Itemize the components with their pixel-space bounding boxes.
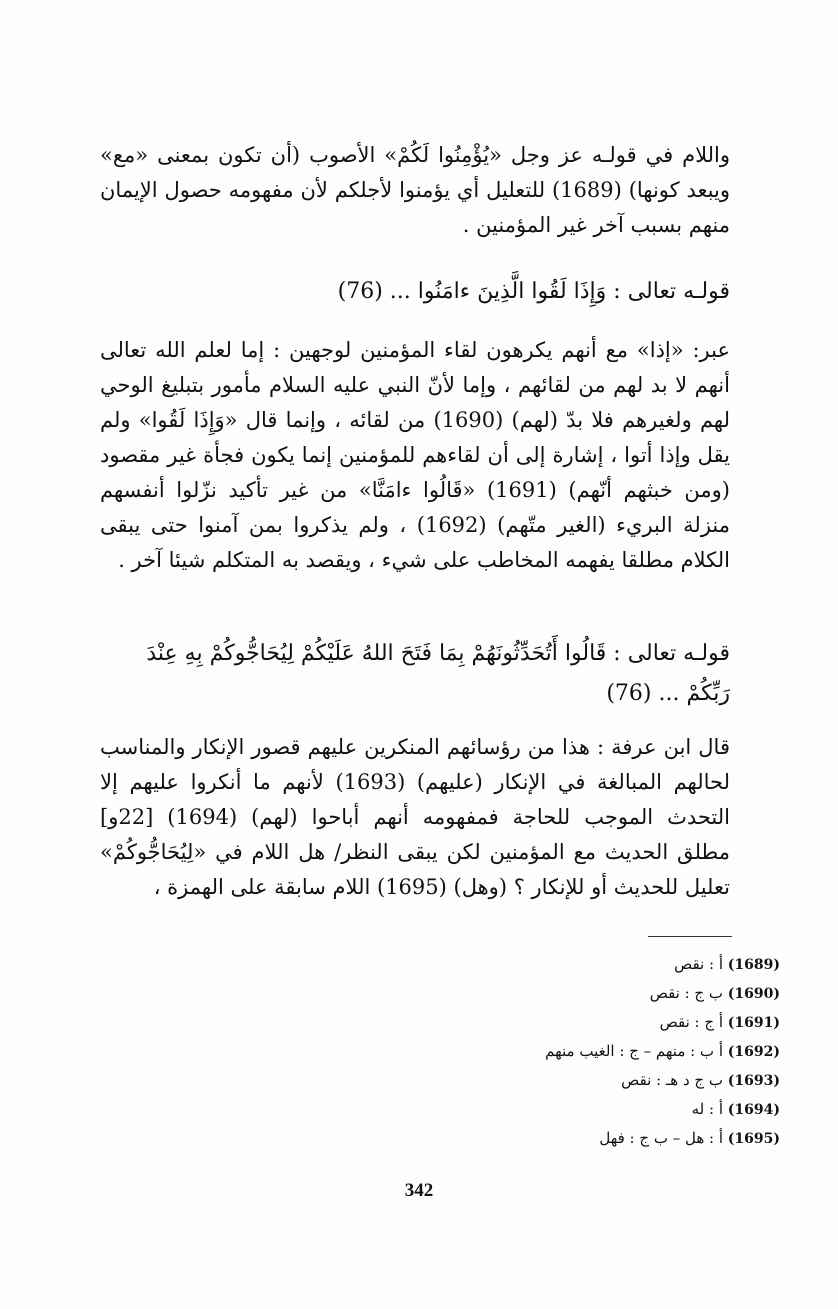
footnote-number: (1690) [727,986,780,1002]
footnote-text: أ : هل – ب ج : فهل [599,1129,723,1147]
footnote-item [420,1066,780,1095]
footnote-item [420,1037,780,1066]
footnote-item [420,1008,780,1037]
footnote-number: (1693) [727,1073,780,1089]
footnote-item [420,1124,780,1153]
verse-heading-1: قولـه تعالى : وَإِذَا لَقُوا الَّذِينَ ءامَنُوا ... (76) [337,279,730,304]
paragraph-idha-commentary: عبر: «إذا» مع أنهم يكرهون لقاء المؤمنين لوجهين : إما لعلم الله تعالى أنهم لا بد لهم من لقائهم ، وإما لأنّ النبي عليه السلام مأمور بتبليغ الوحي لهم ولغيرهم فلا بدّ (لهم) (1690) من لقائه ، وإنما قال «وَإِذَا لَقُوا» ولم يقل وإذا أتوا ، إشارة إلى أن لقاءهم للمؤمنين إنما يكون فجأة غير مقصود (ومن خبثهم أنّهم) (1691) «قَالُوا ءامَنَّا» من غير تأكيد نزّلوا أنفسهم منزلة البريء (الغير متّهم) (1692) ، ولم يذكروا بمن آمنوا حتى يبقى الكلام مطلقا يفهمه المخاطب على شيء ، ويقصد به المتكلم شيئا آخر . [100,338,730,572]
paragraph-lam-meaning: واللام في قولـه عز وجل «يُؤْمِنُوا لَكُمْ» الأصوب (أن تكون بمعنى «مع» ويبعد كونها) (1689) للتعليل أي يؤمنوا لأجلكم لأن مفهومه حصول الإيمان منهم بسبب آخر غير المؤمنين . [100,143,731,237]
footnote-text: أ ج : نقص [659,1013,723,1031]
footnote-text: ب ج د هـ : نقص [621,1071,723,1089]
footnotes [420,950,780,1153]
footnote-number: (1689) [727,957,780,973]
footnote-text: أ : له [691,1100,723,1118]
page-number: 342 [404,1180,434,1201]
footnote-text: ب ج : نقص [649,984,723,1002]
footnote-number: (1692) [727,1044,780,1060]
footnote-item [420,950,780,979]
footnote-number: (1695) [727,1131,780,1147]
footnote-number: (1691) [727,1015,780,1031]
footnote-text: أ : نقص [674,955,723,973]
footnote-item [420,1095,780,1124]
footnote-text: أ ب : منهم – ج : الغيب منهم [545,1042,723,1060]
footnote-number: (1694) [727,1102,780,1118]
paragraph-ibn-arafa: قال ابن عرفة : هذا من رؤسائهم المنكرين عليهم قصور الإنكار والمناسب لحالهم المبالغة في الإنكار (عليهم) (1693) لأنهم ما أنكروا عليهم إلا التحدث الموجب للحاجة فمفهومه أنهم أباحوا (لهم) (1694) [22و] مطلق الحديث مع المؤمنين لكن يبقى النظر/ هل اللام في «لِيُحَاجُّوكُمْ» تعليل للحديث أو للإنكار ؟ (وهل) (1695) اللام سابقة على الهمزة ، [100,735,731,899]
footnote-separator [648,936,732,937]
verse-heading-2: قولـه تعالى : قَالُوا أَتُحَدِّثُونَهُمْ بِمَا فَتَحَ اللهُ عَلَيْكُمْ لِيُحَاجُّوكُمْ بِهِ عِنْدَ رَبِّكُمْ ... (76) [146,641,730,706]
footnote-item [420,979,780,1008]
